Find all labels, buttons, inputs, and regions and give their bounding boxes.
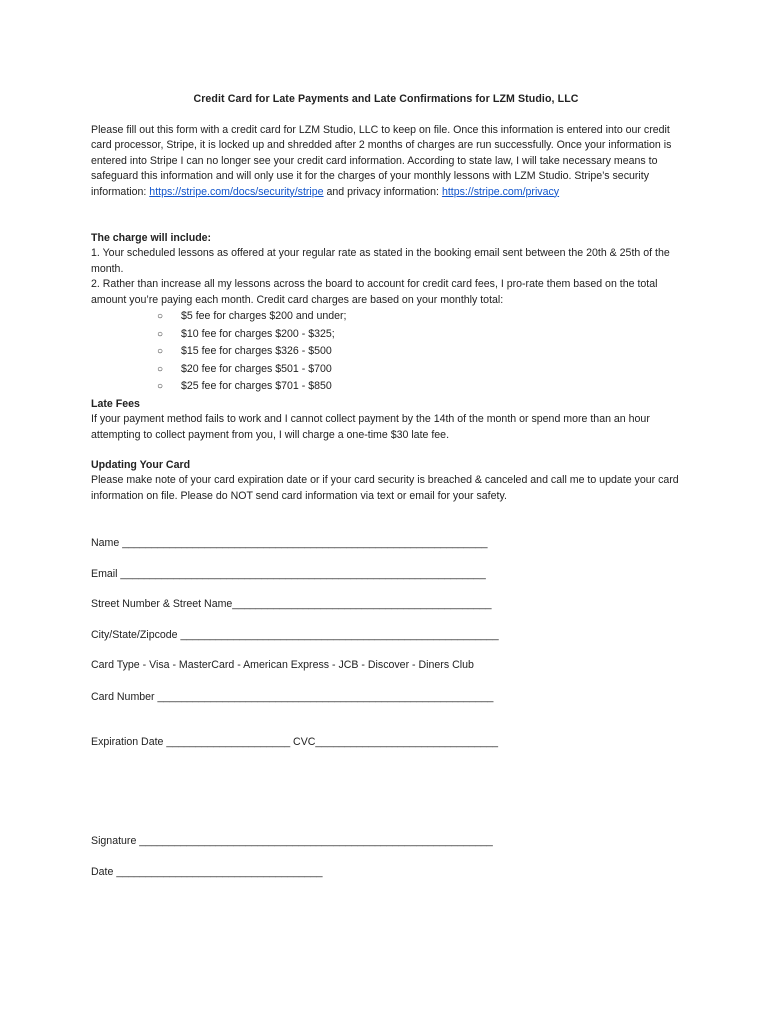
circle-bullet-icon: ○ [157, 311, 164, 323]
late-fees-text: If your payment method fails to work and I cannot collect payment by the 14th of the month or spend more than an hour attempting to collect payment from you, I will charge a one-time $30 late fee. [91, 413, 650, 441]
intro-text: Please fill out this form with a credit card for LZM Studio, LLC to keep on file. Once this information is entered into our credit card processor, Stripe, it is locked up and shredded after 2 months of charges are run successfully. Once your information is entered into Stripe I can no longer see your credit card information. According to state law, I will take necessary means to safeguard this information and will only use it for the charges of your monthly lessons with LZM Studio. Stripe’s security information: [91, 124, 672, 198]
late-fees-section [91, 397, 687, 443]
street-field[interactable]: Street Number & Street Name____________________________________________ [91, 598, 492, 610]
charge-heading: The charge will include: [91, 232, 212, 244]
intro-paragraph [91, 123, 687, 200]
circle-bullet-icon: ○ [157, 381, 164, 393]
circle-bullet-icon: ○ [157, 328, 164, 340]
fee-list-item [91, 308, 687, 326]
signature-field[interactable]: Signature ____________________________________________________________ [91, 835, 493, 847]
charge-section [91, 231, 687, 396]
fee-list-item [91, 326, 687, 344]
updating-card-heading: Updating Your Card [91, 459, 191, 471]
fee-text: $10 fee for charges $200 - $325; [181, 327, 335, 340]
card-type-field[interactable]: Card Type - Visa - MasterCard - American Express - JCB - Discover - Diners Club [91, 659, 474, 671]
circle-bullet-icon: ○ [157, 363, 164, 375]
updating-card-section [91, 458, 687, 504]
fee-list-item [91, 378, 687, 396]
document-title: Credit Card for Late Payments and Late Confirmations for LZM Studio, LLC [193, 93, 579, 105]
fee-text: $15 fee for charges $326 - $500 [181, 345, 332, 358]
card-number-field[interactable]: Card Number _________________________________________________________ [91, 691, 494, 703]
city-state-zip-field[interactable]: City/State/Zipcode ______________________________________________________ [91, 629, 499, 641]
stripe-security-link[interactable]: https://stripe.com/docs/security/stripe [149, 185, 324, 198]
charge-item-1: 1. Your scheduled lessons as offered at your regular rate as stated in the booking email sent between the 20th & 25th of the month. [91, 247, 670, 275]
email-field[interactable]: Email ______________________________________________________________ [91, 568, 486, 580]
charge-item-2: 2. Rather than increase all my lessons across the board to account for credit card fees, I pro-rate them based on the total amount you’re paying each month. Credit card charges are based on your monthly total: [91, 278, 658, 306]
circle-bullet-icon: ○ [157, 346, 164, 358]
fee-text: $20 fee for charges $501 - $700 [181, 362, 332, 375]
updating-card-text: Please make note of your card expiration date or if your card security is breached & canceled and call me to update your card information on file. Please do NOT send card information via text or email for your safety. [91, 474, 679, 502]
date-field[interactable]: Date ___________________________________ [91, 866, 323, 878]
fee-list [91, 308, 687, 396]
name-field[interactable]: Name ______________________________________________________________ [91, 537, 488, 549]
intro-between-links: and privacy information: [323, 185, 442, 198]
expiration-cvc-field[interactable]: Expiration Date _____________________ CVC_______________________________ [91, 736, 499, 748]
fee-list-item [91, 343, 687, 361]
fee-text: $5 fee for charges $200 and under; [181, 310, 347, 323]
late-fees-heading: Late Fees [91, 398, 140, 410]
fee-list-item [91, 361, 687, 379]
stripe-privacy-link[interactable]: https://stripe.com/privacy [441, 185, 560, 198]
fee-text: $25 fee for charges $701 - $850 [181, 380, 332, 393]
